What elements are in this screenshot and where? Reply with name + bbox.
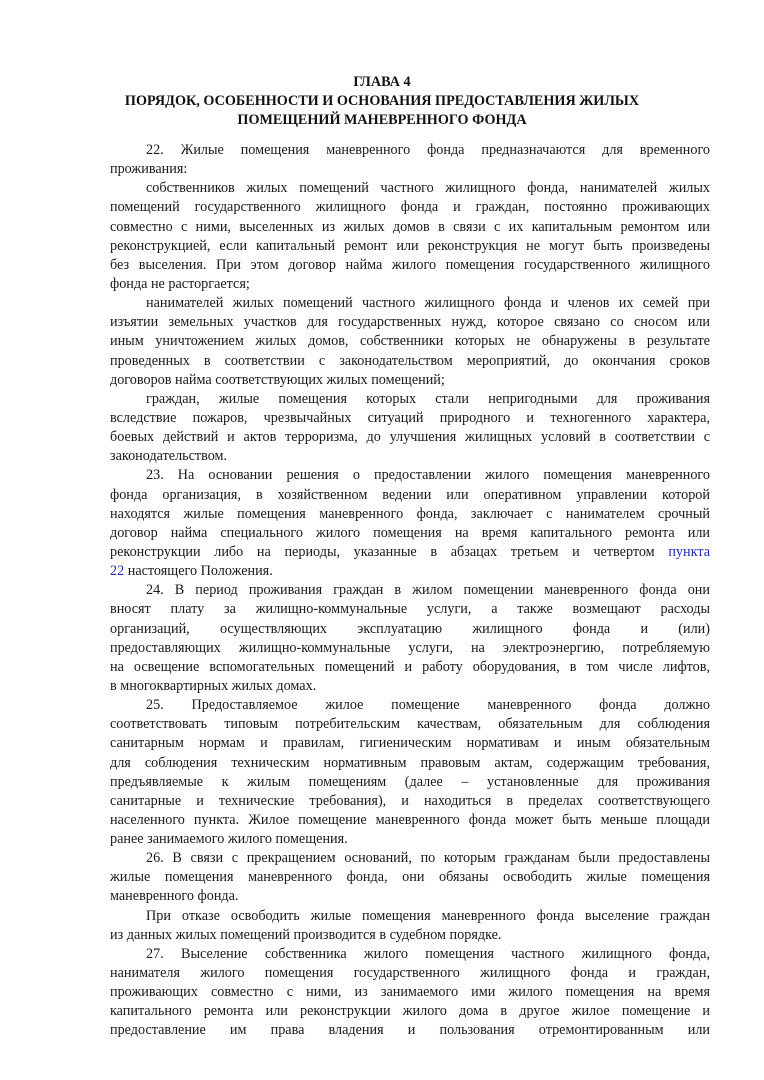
text-line: 24. В период проживания граждан в жилом помещении маневренного фонда они [146, 582, 710, 599]
text-line: без выселения. При этом договор найма жилого помещения государственного жилищного [110, 256, 710, 273]
text-line: договоров найма соответствующих жилых помещений; [110, 371, 445, 388]
text-line: ранее занимаемого жилого помещения. [110, 831, 348, 848]
text-line: собственников жилых помещений частного жилищного фонда, нанимателей жилых [146, 180, 710, 197]
text-line: нанимателей жилых помещений частного жилищного фонда и членов их семей при [146, 295, 710, 312]
chapter-heading [100, 73, 664, 130]
text-line: соответствовать типовым потребительским качествам, обязательным для соблюдения [110, 716, 710, 733]
text-line: 26. В связи с прекращением оснований, по которым гражданам были предоставлены [146, 850, 710, 867]
text-line: совместно с ними, выселенных из жилых домов в связи с их капитальным ремонтом или [110, 218, 710, 235]
text-line: санитарным нормам и правилам, гигиеническим нормативам и иным обязательным [110, 735, 710, 752]
text-line: законодательством. [110, 448, 228, 465]
text-line: реконструкцией, если капитальный ремонт или реконструкция не могут быть произведены [110, 237, 710, 254]
document-body [110, 141, 710, 1041]
text-line: проживающих совместно с ними, из занимаемого ими жилого помещения на время [110, 984, 710, 1001]
text-line: нанимателя жилого помещения государственного жилищного фонда и граждан, [110, 965, 710, 982]
paragraph [110, 141, 710, 179]
text-line: помещений государственного жилищного фонда и граждан, постоянно проживающих [110, 199, 710, 216]
paragraph [110, 294, 710, 390]
paragraph [110, 179, 710, 294]
chapter-number: ГЛАВА 4 [353, 74, 411, 90]
text-line: При отказе освободить жилые помещения маневренного фонда выселение граждан [146, 907, 710, 924]
text-line: вследствие пожаров, чрезвычайных ситуаций природного и техногенного характера, [110, 409, 710, 426]
text-line: находятся жилые помещения маневренного фонда, заключает с нанимателем срочный [110, 505, 710, 522]
text-line: боевых действий и актов терроризма, до улучшения жилищных условий в соответствии с [110, 429, 710, 446]
text-line: предоставление им права владения и пользования отремонтированным или [110, 1022, 710, 1039]
text-line: 22. Жилые помещения маневренного фонда предназначаются для временного [146, 142, 710, 158]
text-line: 27. Выселение собственника жилого помещения частного жилищного фонда, [146, 945, 710, 962]
text-segment: реконструкции либо на периоды, указанные в абзацах третьем и четвертом [110, 543, 655, 560]
text-line: из данных жилых помещений производится в судебном порядке. [110, 926, 502, 943]
text-line: фонда организация, в хозяйственном ведении или оперативном управлении которой [110, 486, 710, 503]
paragraph [110, 945, 710, 1041]
text-line: фонда не расторгается; [110, 275, 250, 292]
text-line: предъявляемые к жилым помещениям (далее – установленные для проживания [110, 773, 710, 790]
paragraph [110, 907, 710, 945]
reference-link-part-1[interactable]: пункта [668, 543, 710, 560]
reference-link-part-2[interactable]: 22 [110, 563, 125, 580]
text-line: проведенных в соответствии с законодательством мероприятий, до окончания сроков [110, 352, 710, 369]
text-segment: настоящего Положения. [124, 563, 273, 580]
text-line: иным уничтожением жилых домов, собственники которых не обнаружены в результате [110, 333, 710, 350]
paragraph [110, 849, 710, 906]
text-line: населенного пункта. Жилое помещение маневренного фонда может быть меньше площади [110, 811, 710, 828]
text-line: санитарные и технические требования), и находиться в пределах соответствующего [110, 792, 710, 809]
text-line: граждан, жилые помещения которых стали непригодными для проживания [146, 390, 710, 407]
text-line: изъятии земельных участков для государственных нужд, которое связано со сносом или [110, 314, 710, 331]
paragraph [110, 696, 710, 849]
text-line: 25. Предоставляемое жилое помещение маневренного фонда должно [146, 697, 710, 714]
text-line [110, 543, 710, 562]
paragraph [110, 390, 710, 467]
text-line: договор найма специального жилого помещения на время капитального ремонта или [110, 524, 710, 541]
text-line: вносят плату за жилищно-коммунальные услуги, а также возмещают расходы [110, 601, 710, 618]
chapter-title-line-2: ПОМЕЩЕНИЙ МАНЕВРЕННОГО ФОНДА [237, 112, 527, 128]
text-line [110, 562, 710, 581]
text-line: капитального ремонта или реконструкции жилого дома в другое жилое помещение и [110, 1003, 710, 1020]
text-line: в многоквартирных жилых домах. [110, 677, 317, 694]
text-line: жилые помещения маневренного фонда, они обязаны освободить жилые помещения [110, 869, 710, 886]
text-line: проживания: [110, 161, 188, 178]
paragraph [110, 466, 710, 581]
text-line: организаций, осуществляющих эксплуатацию жилищного фонда и (или) [110, 620, 710, 637]
text-line: на освещение вспомогательных помещений и работу оборудования, в том числе лифтов, [110, 658, 710, 675]
text-line: для соблюдения техническим нормативным правовым актам, содержащим требования, [110, 754, 710, 771]
text-line: маневренного фонда. [110, 888, 239, 905]
text-line: предоставляющих жилищно-коммунальные услуги, на электроэнергию, потребляемую [110, 639, 710, 656]
chapter-title-line-1: ПОРЯДОК, ОСОБЕННОСТИ И ОСНОВАНИЯ ПРЕДОСТАВЛЕНИЯ ЖИЛЫХ [124, 93, 640, 109]
paragraph [110, 581, 710, 696]
text-line: 23. На основании решения о предоставлении жилого помещения маневренного [146, 467, 710, 484]
